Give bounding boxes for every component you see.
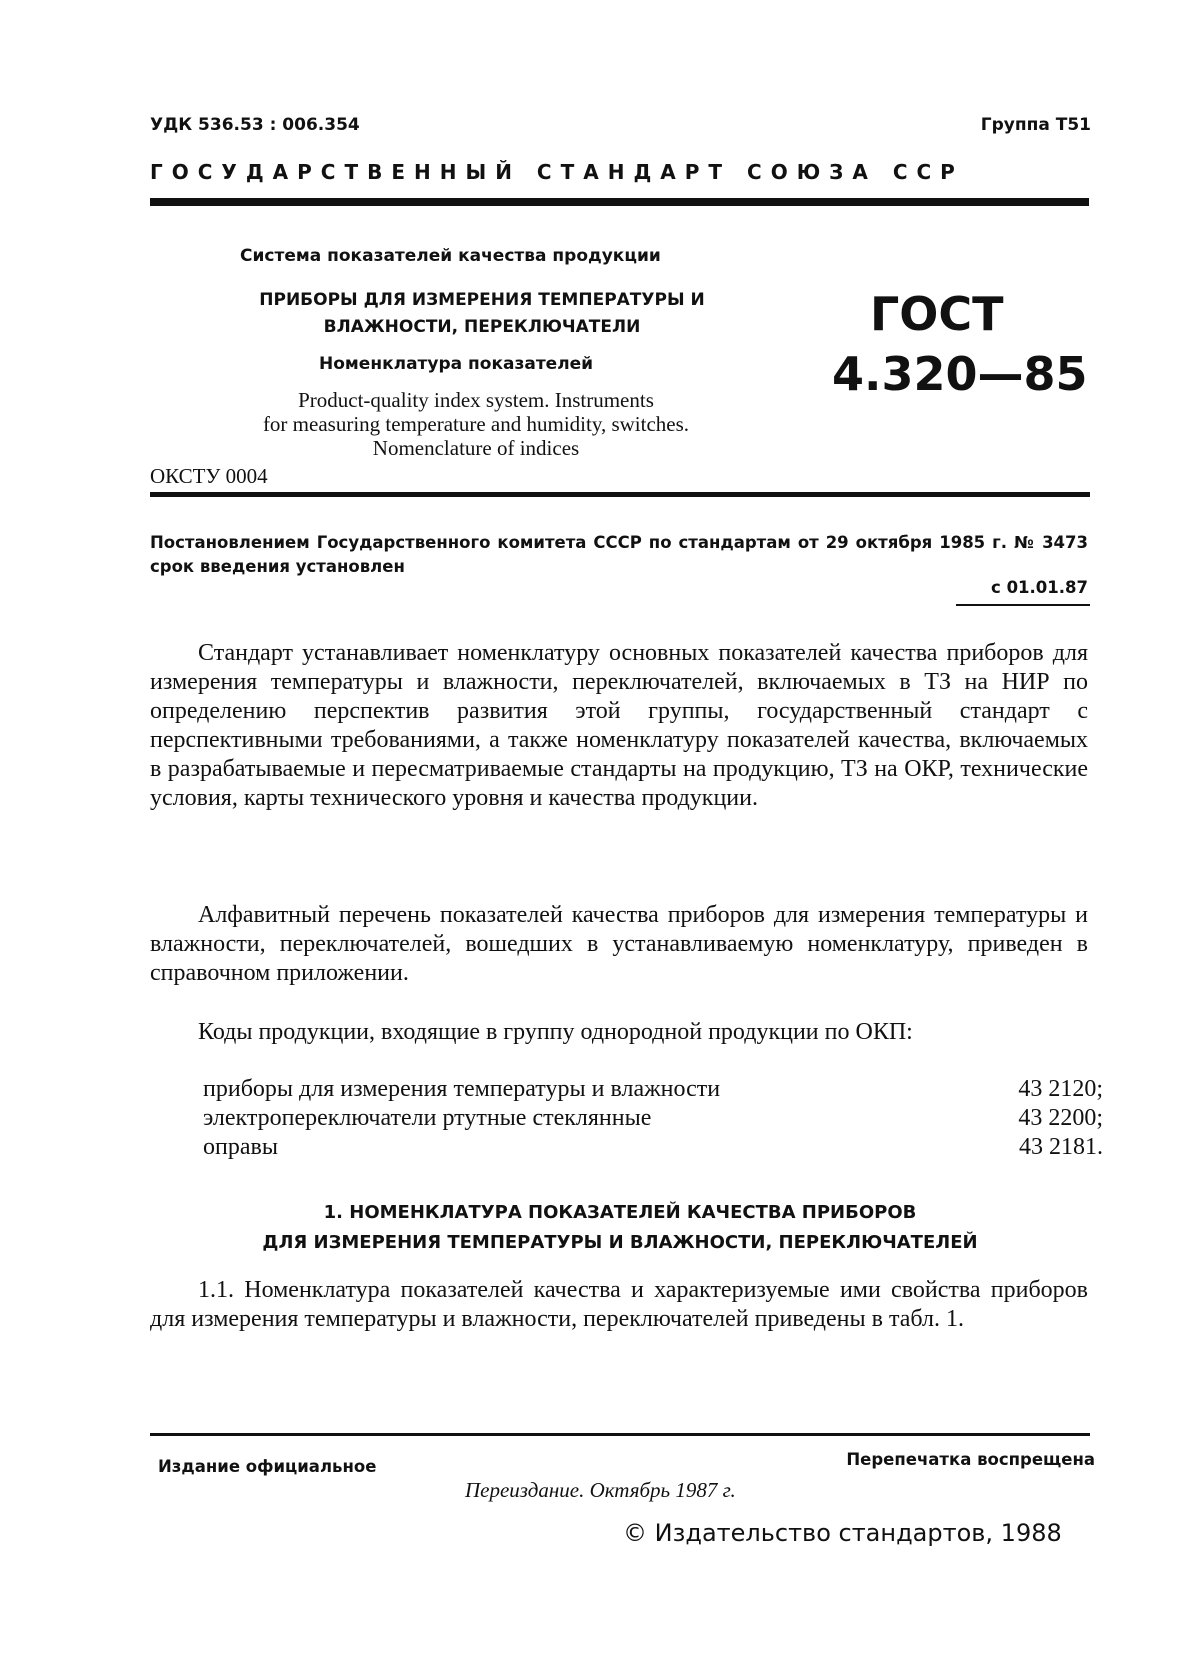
title-line-2: ВЛАЖНОСТИ, ПЕРЕКЛЮЧАТЕЛИ [323,317,641,337]
clause-1-1: 1.1. Номенклатура показателей качества и характеризуемые ими свойства приборов для измерения температуры и влажности, переключателей приведены в табл. 1. [150,1277,1088,1332]
product-name: оправы [203,1134,278,1160]
section-heading-line-1: 1. НОМЕНКЛАТУРА ПОКАЗАТЕЛЕЙ КАЧЕСТВА ПРИБОРОВ [323,1202,917,1223]
gost-number: 4.320—85 [832,347,1088,401]
codes-paragraph: Коды продукции, входящие в группу однородной продукции по ОКП: [198,1019,913,1045]
english-line-1: Product-quality index system. Instruments [298,388,654,412]
index-paragraph: Алфавитный перечень показателей качества приборов для измерения температуры и влажности, переключателей, вошедших в устанавливаемую номенклатуру, приведен в справочном приложении. [150,902,1088,986]
reprint-prohibited: Перепечатка воспрещена [846,1450,1095,1469]
state-standard-banner: ГОСУДАРСТВЕННЫЙ СТАНДАРТ СОЮЗА ССР [150,160,964,184]
section-1-heading [150,1198,1090,1258]
reissue-note: Переиздание. Октябрь 1987 г. [465,1478,736,1502]
date-underline [956,604,1090,606]
product-codes-list [203,1075,1103,1162]
product-name: приборы для измерения температуры и влажности [203,1076,721,1102]
list-item [203,1104,1103,1133]
title-line-1: ПРИБОРЫ ДЛЯ ИЗМЕРЕНИЯ ТЕМПЕРАТУРЫ И [259,290,705,310]
header-rule [150,198,1089,206]
udk-code: УДК 536.53 : 006.354 [150,115,360,135]
group-code: Группа Т51 [980,115,1091,135]
effective-date: с 01.01.87 [991,578,1088,597]
gost-label: ГОСТ [870,287,1004,341]
copyright-notice: © Издательство стандартов, 1988 [623,1519,1062,1547]
english-line-2: for measuring temperature and humidity, switches. [262,412,690,436]
okstu-code: ОКСТУ 0004 [150,464,268,488]
product-name: электропереключатели ртутные стеклянные [203,1105,652,1131]
english-line-3: Nomenclature of indices [372,436,580,460]
official-edition: Издание официальное [158,1457,377,1476]
nomenclature-subtitle: Номенклатура показателей [319,354,594,374]
product-code: 43 2120; [1018,1076,1103,1102]
product-code: 43 2181. [1019,1134,1103,1160]
document-title [212,287,752,341]
list-item [203,1133,1103,1162]
section-heading-line-2: ДЛЯ ИЗМЕРЕНИЯ ТЕМПЕРАТУРЫ И ВЛАЖНОСТИ, ПЕРЕКЛЮЧАТЕЛЕЙ [262,1232,978,1253]
footer-rule [150,1433,1090,1436]
product-code: 43 2200; [1018,1105,1103,1131]
decree-text: Постановлением Государственного комитета СССР по стандартам от 29 октября 1985 г. № 3473 срок введения установлен [150,533,1088,576]
title-rule [150,492,1090,497]
english-title [186,388,766,460]
intro-paragraph: Стандарт устанавливает номенклатуру основных показателей качества приборов для измерения температуры и влажности, переключателей, включаемых в ТЗ на НИР по определению перспектив развития этой группы, государственный стандарт с перспективными требованиями, а также номенклатуру показателей качества, включаемых в разрабатываемые и пересматриваемые стандарты на продукцию, ТЗ на ОКР, технические условия, карты технического уровня и качества продукции. [150,640,1088,811]
list-item [203,1075,1103,1104]
system-title: Система показателей качества продукции [240,246,661,266]
